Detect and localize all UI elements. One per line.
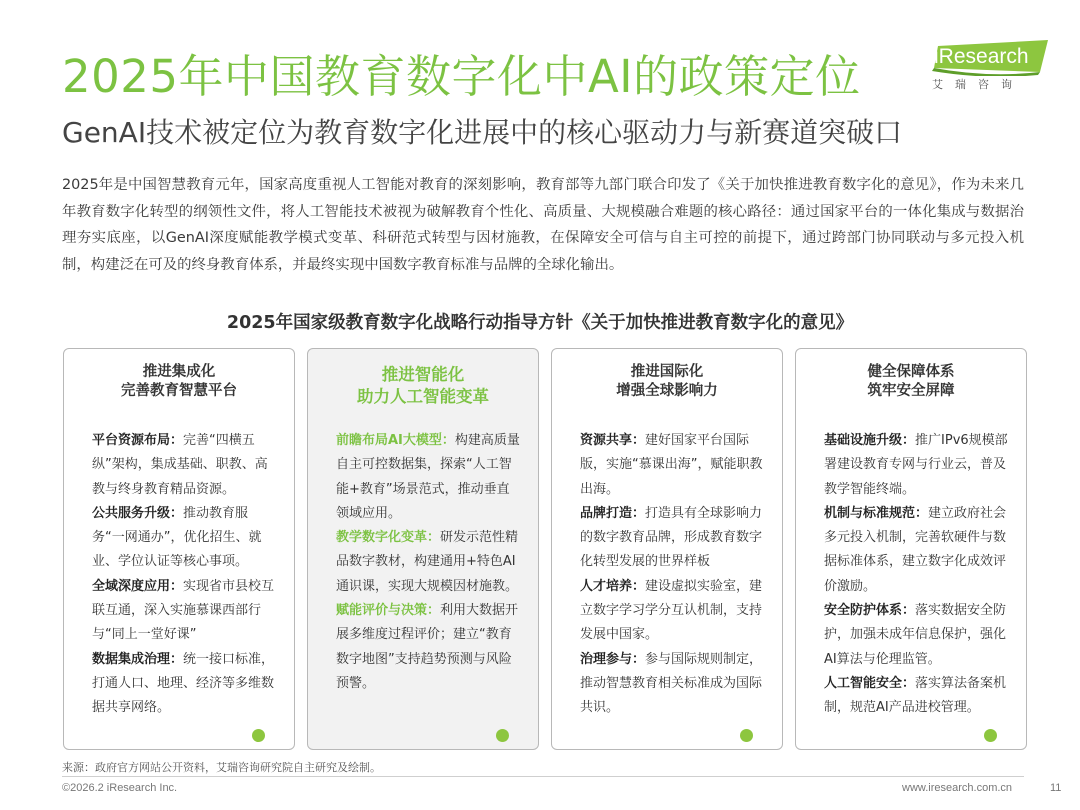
- card-item: [580, 502, 766, 575]
- card-item-text: 建设虚拟实验室，建立数字学习学分互认机制，支持发展中国家。: [580, 578, 763, 643]
- card-item-text: 推动教育服务“一网通办”，优化招生、就业、学位认证等核心事项。: [92, 505, 262, 570]
- card-dots-icon: [984, 729, 1010, 743]
- card-item-text: 落实数据安全防护，加强未成年信息保护，强化AI算法与伦理监管。: [824, 603, 1007, 667]
- card-item-text: 建好国家平台国际版，实施“慕课出海”，赋能职教出海。: [580, 433, 763, 497]
- card-item-label: 全域深度应用：: [92, 578, 184, 594]
- card-item-text: 研发示范性精品数字教材，构建通用+特色AI通识课，实现大规模因材施教。: [336, 530, 519, 594]
- card-heading-line1: 推进智能化: [381, 365, 465, 384]
- card-item-label: 治理参与：: [580, 651, 646, 667]
- card-body: [824, 429, 1010, 721]
- card-item-text: 建立政府社会多元投入机制，完善软硬件与数据标准体系，建立数字化成效评价激励。: [824, 505, 1007, 594]
- card-item-text: 打造具有全球影响力的数字教育品牌，形成教育数字化转型发展的世界样板: [580, 505, 763, 570]
- card-heading: [64, 363, 294, 401]
- card-heading-line1: 推进集成化: [142, 364, 216, 380]
- card-body: [92, 429, 278, 721]
- card-dots-icon: [252, 729, 278, 743]
- card-item-label: 品牌打造：: [580, 505, 646, 521]
- card-item: [336, 526, 522, 599]
- card-item-text: 落实算法备案机制，规范AI产品进校管理。: [824, 675, 1007, 716]
- card-item-text: 参与国际规则制定，推动智慧教育相关标准成为国际共识。: [580, 651, 763, 716]
- website-link[interactable]: www.iresearch.com.cn: [902, 782, 1013, 794]
- intro-paragraph: 2025年是中国智慧教育元年，国家高度重视人工智能对教育的深刻影响，教育部等九部门联合印发了《关于加快推进教育数字化的意见》，作为未来几年教育数字化转型的纲领性文件，将人工智能技术被视为破解教育个性化、高质量、大规模融合难题的核心路径：通过国家平台的一体化集成与数据治理夯实底座，以GenAI深度赋能教学模式变革、科研范式转型与因材施教，在保障安全可信与自主可控的前提下，通过跨部门协同联动与多元投入机制，构建泛在可及的终身教育体系，并最终实现中国数字教育标准与品牌的全球化输出。: [62, 177, 1024, 273]
- page-subtitle: GenAI技术被定位为教育数字化进展中的核心驱动力与新赛道突破口: [62, 116, 903, 149]
- card-safeguards: [795, 348, 1027, 750]
- card-body: [336, 429, 522, 696]
- card-item-label: 机制与标准规范：: [824, 505, 929, 521]
- card-item: [580, 648, 766, 721]
- iresearch-logo: [928, 38, 1050, 96]
- card-heading-line2: 助力人工智能变革: [357, 387, 489, 406]
- card-item: [824, 502, 1010, 599]
- card-item: [336, 429, 522, 526]
- card-item: [92, 648, 278, 721]
- card-item-text: 完善“四横五纵”架构，集成基础、职教、高教与终身教育精品资源。: [92, 433, 268, 497]
- card-item-label: 平台资源布局：: [92, 433, 184, 448]
- card-item-label: 教学数字化变革：: [336, 530, 441, 546]
- card-heading-line2: 筑牢安全屏障: [867, 383, 955, 399]
- card-item-text: 实现省市县校互联互通，深入实施慕课西部行与“同上一堂好课”: [92, 578, 275, 643]
- section-heading: 2025年国家级教育数字化战略行动指导方针《关于加快推进教育数字化的意见》: [226, 313, 854, 333]
- card-item-text: 利用大数据开展多维度过程评价；建立“教育数字地图”支持趋势预测与风险预警。: [336, 603, 519, 691]
- card-item-label: 公共服务升级：: [92, 505, 184, 521]
- card-item-label: 基础设施升级：: [824, 433, 916, 448]
- card-item: [824, 672, 1010, 721]
- card-item-label: 资源共享：: [580, 433, 646, 448]
- card-item: [92, 502, 278, 575]
- card-item-label: 赋能评价与决策：: [336, 603, 441, 619]
- page-title: 2025年中国教育数字化中AI的政策定位: [62, 50, 861, 103]
- card-item: [92, 429, 278, 502]
- logo-chinese: 艾瑞咨询: [932, 78, 1024, 91]
- card-heading: [796, 363, 1026, 401]
- page-number: 11: [1050, 782, 1062, 794]
- card-item: [92, 575, 278, 648]
- card-item: [580, 429, 766, 502]
- card-heading-line1: 推进国际化: [630, 364, 704, 380]
- card-intelligence: [307, 348, 539, 750]
- logo-wordmark: iResearch: [934, 45, 1029, 68]
- card-item-text: 构建高质量自主可控数据集，探索“人工智能+教育”场景范式，推动垂直领域应用。: [336, 433, 520, 521]
- card-item-label: 前瞻布局AI大模型：: [336, 433, 455, 448]
- card-item-label: 人工智能安全：: [824, 675, 916, 691]
- card-item: [824, 429, 1010, 502]
- card-heading: [308, 364, 538, 408]
- card-heading-line1: 健全保障体系: [867, 364, 955, 380]
- copyright: ©2026.2 iResearch Inc.: [62, 782, 178, 794]
- card-item: [580, 575, 766, 648]
- card-item-label: 人才培养：: [580, 578, 646, 594]
- card-internationalization: [551, 348, 783, 750]
- card-item-label: 数据集成治理：: [92, 651, 184, 667]
- card-heading-line2: 增强全球影响力: [616, 383, 718, 399]
- footer-divider: [62, 776, 1024, 777]
- card-dots-icon: [496, 729, 522, 743]
- card-body: [580, 429, 766, 721]
- card-item: [336, 599, 522, 696]
- card-heading: [552, 363, 782, 401]
- card-item: [824, 599, 1010, 672]
- card-integration: [63, 348, 295, 750]
- card-dots-icon: [740, 729, 766, 743]
- source-note: 来源：政府官方网站公开资料，艾瑞咨询研究院自主研究及绘制。: [62, 761, 381, 774]
- card-item-text: 统一接口标准，打通人口、地理、经济等多维数据共享网络。: [92, 651, 275, 716]
- card-item-text: 推广IPv6规模部署建设教育专网与行业云，普及教学智能终端。: [824, 433, 1008, 497]
- card-heading-line2: 完善教育智慧平台: [121, 383, 237, 399]
- card-item-label: 安全防护体系：: [824, 603, 916, 619]
